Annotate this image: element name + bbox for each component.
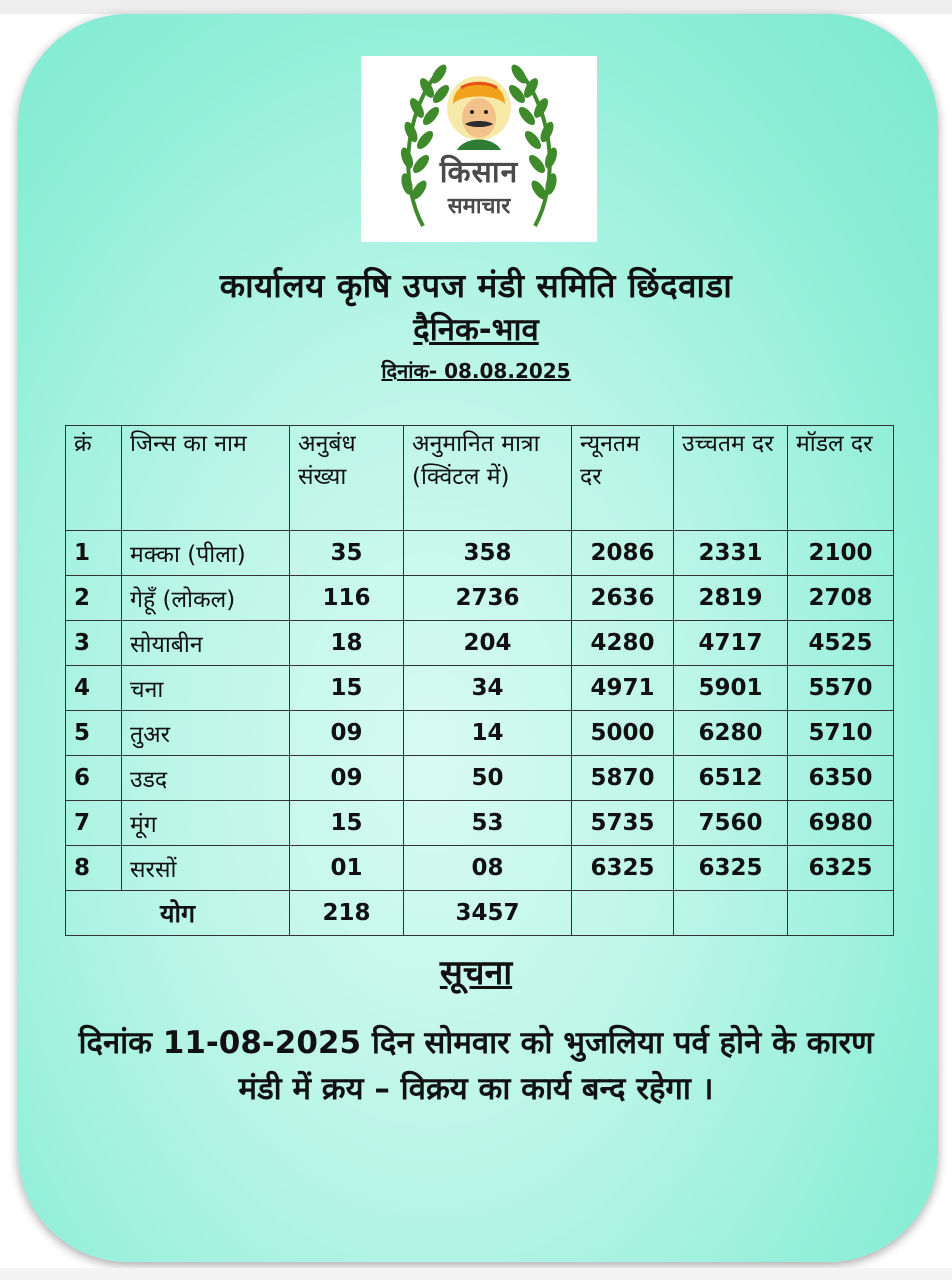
report-date: दिनांक- 08.08.2025 <box>381 359 571 383</box>
logo-title: किसान <box>439 155 519 190</box>
total-label: योग <box>66 891 290 936</box>
cell-min-rate: 4280 <box>572 621 674 666</box>
cell-modal-rate: 6350 <box>788 756 894 801</box>
cell-min-rate: 5870 <box>572 756 674 801</box>
col-header-max-rate: उच्चतम दर <box>674 426 788 531</box>
cell-serial: 6 <box>66 756 122 801</box>
cell-commodity: चना <box>122 666 290 711</box>
cell-min-rate: 4971 <box>572 666 674 711</box>
cell-modal-rate: 2100 <box>788 531 894 576</box>
logo-subtitle: समाचार <box>447 194 511 219</box>
cell-quantity: 08 <box>404 846 572 891</box>
daily-rates-heading: दैनिक-भाव <box>413 312 539 348</box>
cell-min-rate: 2636 <box>572 576 674 621</box>
col-header-commodity: जिन्स का नाम <box>122 426 290 531</box>
kisan-samachar-logo <box>361 56 597 242</box>
cell-modal-rate: 6325 <box>788 846 894 891</box>
cell-quantity: 2736 <box>404 576 572 621</box>
top-band <box>0 0 952 14</box>
table-row <box>66 711 894 756</box>
table-row <box>66 756 894 801</box>
table-row <box>66 846 894 891</box>
cell-min-rate: 5735 <box>572 801 674 846</box>
cell-quantity: 204 <box>404 621 572 666</box>
cell-contracts: 15 <box>290 801 404 846</box>
total-empty-cell <box>572 891 674 936</box>
table-row <box>66 531 894 576</box>
total-row <box>66 891 894 936</box>
cell-serial: 8 <box>66 846 122 891</box>
table-row <box>66 576 894 621</box>
office-title: कार्यालय कृषि उपज मंडी समिति छिंदवाडा <box>219 266 733 305</box>
cell-serial: 3 <box>66 621 122 666</box>
cell-contracts: 35 <box>290 531 404 576</box>
cell-modal-rate: 4525 <box>788 621 894 666</box>
cell-min-rate: 2086 <box>572 531 674 576</box>
notice-heading: सूचना <box>439 953 513 993</box>
cell-max-rate: 2331 <box>674 531 788 576</box>
cell-contracts: 01 <box>290 846 404 891</box>
cell-commodity: सरसों <box>122 846 290 891</box>
cell-contracts: 15 <box>290 666 404 711</box>
cell-quantity: 50 <box>404 756 572 801</box>
cell-commodity: उडद <box>122 756 290 801</box>
cell-quantity: 34 <box>404 666 572 711</box>
cell-modal-rate: 6980 <box>788 801 894 846</box>
cell-min-rate: 5000 <box>572 711 674 756</box>
table-row <box>66 666 894 711</box>
cell-max-rate: 6325 <box>674 846 788 891</box>
cell-commodity: गेहूँ (लोकल) <box>122 576 290 621</box>
notice-body: दिनांक 11-08-2025 दिन सोमवार को भुजलिया पर्व होने के कारण मंडी में क्रय – विक्रय का कार्य बन्द रहेगा । <box>78 1025 874 1107</box>
total-empty-cell <box>674 891 788 936</box>
col-header-contracts: अनुबंध संख्या <box>290 426 404 531</box>
cell-commodity: मूंग <box>122 801 290 846</box>
cell-serial: 1 <box>66 531 122 576</box>
total-quantity: 3457 <box>404 891 572 936</box>
col-header-serial: क्रं <box>66 426 122 531</box>
cell-min-rate: 6325 <box>572 846 674 891</box>
total-contracts: 218 <box>290 891 404 936</box>
cell-contracts: 09 <box>290 756 404 801</box>
bottom-band <box>0 1268 952 1280</box>
cell-quantity: 14 <box>404 711 572 756</box>
col-header-quantity: अनुमानित मात्रा (क्विंटल में) <box>404 426 572 531</box>
col-header-min-rate: न्यूनतम दर <box>572 426 674 531</box>
cell-commodity: तुअर <box>122 711 290 756</box>
cell-quantity: 358 <box>404 531 572 576</box>
cell-serial: 7 <box>66 801 122 846</box>
cell-serial: 4 <box>66 666 122 711</box>
table-row <box>66 621 894 666</box>
cell-serial: 2 <box>66 576 122 621</box>
cell-contracts: 09 <box>290 711 404 756</box>
col-header-modal-rate: मॉडल दर <box>788 426 894 531</box>
cell-commodity: सोयाबीन <box>122 621 290 666</box>
table-row <box>66 801 894 846</box>
cell-modal-rate: 5710 <box>788 711 894 756</box>
cell-modal-rate: 2708 <box>788 576 894 621</box>
cell-max-rate: 6280 <box>674 711 788 756</box>
cell-contracts: 18 <box>290 621 404 666</box>
cell-quantity: 53 <box>404 801 572 846</box>
cell-max-rate: 6512 <box>674 756 788 801</box>
cell-modal-rate: 5570 <box>788 666 894 711</box>
cell-max-rate: 7560 <box>674 801 788 846</box>
cell-max-rate: 2819 <box>674 576 788 621</box>
cell-max-rate: 4717 <box>674 621 788 666</box>
cell-contracts: 116 <box>290 576 404 621</box>
total-empty-cell <box>788 891 894 936</box>
cell-serial: 5 <box>66 711 122 756</box>
rates-table <box>65 425 894 936</box>
table-header-row <box>66 426 894 531</box>
cell-commodity: मक्का (पीला) <box>122 531 290 576</box>
cell-max-rate: 5901 <box>674 666 788 711</box>
